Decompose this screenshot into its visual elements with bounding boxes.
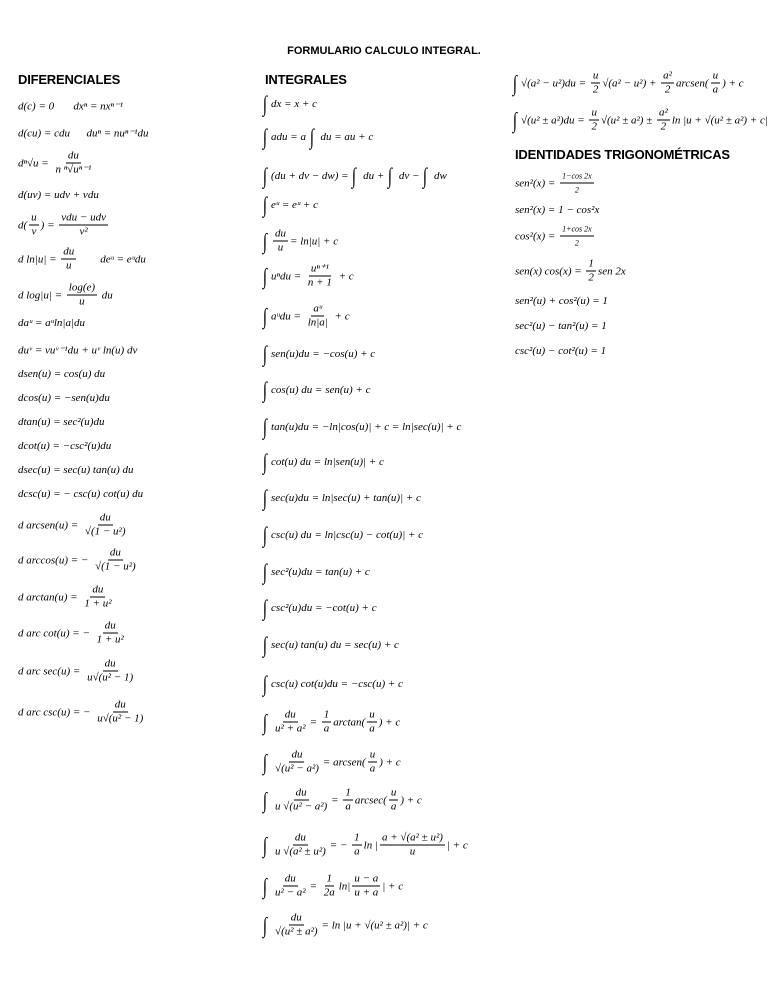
formula-diferenciales (18, 368, 105, 380)
fraction (711, 70, 721, 97)
formula-identidades (515, 295, 608, 307)
formula-text: csc(u) cot(u)du = −csc(u) + c (271, 678, 403, 690)
denominator: u (409, 845, 416, 858)
fraction (661, 70, 674, 97)
numerator: u (369, 708, 375, 721)
denominator: √(u² ± a²) (275, 925, 318, 938)
formula-integrales (262, 165, 447, 187)
numerator: 1 (345, 786, 351, 799)
formula-text: d(uv) = udv + vdu (18, 189, 99, 201)
fraction (85, 658, 135, 685)
formula-identidades (515, 258, 626, 285)
denominator: n + 1 (307, 276, 332, 289)
numerator: du (294, 831, 306, 844)
fraction (560, 223, 594, 250)
integral-sign: ∫ (262, 912, 268, 937)
integral-sign: ∫ (262, 377, 268, 402)
formula-text: d ln|u| = (18, 253, 60, 265)
formula-text: cot(u) du = ln|sen(u)| + c (271, 456, 384, 468)
fraction (273, 832, 328, 859)
formula-text: d arc csc(u) = − (18, 706, 94, 718)
fraction (306, 303, 330, 330)
numerator: du (114, 698, 126, 711)
formula-text: daᵘ = aᵘln|a|du (18, 317, 85, 329)
denominator: u (277, 241, 284, 254)
integral-sign: ∫ (262, 263, 268, 288)
numerator: du (99, 511, 111, 524)
fraction (273, 912, 320, 939)
formula-diferenciales (18, 189, 99, 201)
fraction (95, 620, 126, 647)
fraction (59, 212, 108, 239)
fraction (53, 150, 93, 177)
integral-sign: ∫ (262, 632, 268, 657)
formula-text: √(u² ± a²)du = (521, 114, 588, 126)
numerator: du (92, 583, 104, 596)
formula-text: csc²(u)du = −cot(u) + c (271, 602, 377, 614)
integral-sign: ∫ (309, 124, 314, 149)
formula-diferenciales (18, 488, 143, 500)
fraction (591, 70, 601, 97)
numerator: du (104, 657, 116, 670)
formula-text: dcot(u) = −csc²(u)du (18, 440, 112, 452)
formula-text: (du + dv − dw) = (271, 170, 352, 182)
fraction (352, 832, 362, 859)
integral-sign: ∫ (262, 124, 268, 149)
formula-identidades (515, 204, 599, 216)
denominator: u √(a² ± u²) (275, 845, 326, 858)
formula-text: | + c (382, 880, 404, 892)
formula-integrales (262, 487, 421, 509)
formula-text: aᵘdu = (271, 310, 304, 322)
formula-integrales (262, 749, 401, 776)
fraction (82, 584, 113, 611)
formula-text: dv − (396, 170, 423, 182)
numerator: du (109, 546, 121, 559)
integral-sign: ∫ (262, 522, 268, 547)
formula-text: ln| (338, 880, 351, 892)
heading-diferenciales: DIFERENCIALES (18, 72, 121, 87)
numerator: du (291, 748, 303, 761)
integral-sign: ∫ (262, 91, 268, 116)
numerator: du (295, 786, 307, 799)
formula-integrales (262, 263, 354, 290)
fraction (93, 547, 138, 574)
formula-diferenciales (18, 464, 134, 476)
numerator: a + √(a² ± u²) (381, 831, 443, 844)
formula-text: = arcsen( (322, 756, 366, 768)
denominator: 2 (591, 120, 597, 133)
numerator: du (63, 245, 75, 258)
fraction (389, 787, 399, 814)
formula-text: d arc sec(u) = (18, 665, 84, 677)
formula-text: sec²(u)du = tan(u) + c (271, 566, 370, 578)
denominator: 2 (660, 120, 667, 133)
formula-text: d(cu) = cdu duⁿ = nuⁿ⁻¹du (18, 127, 149, 140)
denominator: a (390, 800, 397, 813)
formula-text: sen²(x) = (515, 177, 559, 189)
denominator: 2a (323, 886, 335, 899)
numerator: a² (659, 106, 668, 119)
numerator: 1 (326, 872, 332, 885)
denominator: a (712, 83, 719, 96)
fraction (273, 709, 308, 736)
formula-integrales (262, 709, 400, 736)
fraction (589, 107, 599, 134)
formula-text: tan(u)du = −ln|cos(u)| + c = ln|sec(u)| + c (271, 421, 462, 433)
numerator: du (284, 872, 296, 885)
formula-diferenciales (18, 282, 113, 309)
formula-diferenciales (18, 212, 110, 239)
fraction (657, 107, 670, 134)
formula-text: duᵛ = vuᵛ⁻¹du + uᵛ ln(u) dv (18, 344, 138, 357)
formula-diferenciales (18, 547, 140, 574)
formula-integrales (262, 673, 403, 695)
numerator: du (290, 911, 302, 924)
formula-text: cos(u) du = sen(u) + c (271, 384, 371, 396)
numerator: u (31, 211, 37, 224)
denominator: u √(u² − a²) (275, 800, 328, 813)
integral-sign: ∫ (262, 595, 268, 620)
denominator: 1 + u² (84, 597, 112, 610)
formula-identidades (515, 320, 607, 332)
formula-integrales (262, 416, 461, 438)
formula-text: deᵘ = eᵘdu (78, 253, 146, 265)
integral-sign: ∫ (352, 163, 357, 188)
fraction (380, 832, 445, 859)
formula-text: ln | (363, 839, 378, 851)
formula-diferenciales (18, 440, 111, 452)
numerator: log(e) (68, 281, 96, 294)
integral-sign: ∫ (387, 163, 393, 188)
formula-text: √(u² ± a²) ± (600, 114, 655, 126)
denominator: a (345, 800, 351, 813)
denominator: u√(u² − 1) (97, 712, 144, 725)
formula-integrales (262, 228, 338, 255)
formula-integrales (262, 597, 377, 619)
formula-identidades (515, 170, 596, 197)
denominator: 2 (574, 185, 579, 195)
heading-integrales: INTEGRALES (265, 72, 347, 87)
denominator: n ⁿ√uⁿ⁻¹ (55, 163, 92, 176)
formula-text: √(a² − u²) + (602, 77, 660, 89)
integral-sign: ∫ (262, 787, 268, 812)
formula-text: = − (329, 839, 351, 851)
numerator: du (104, 619, 116, 632)
formula-text: d log|u| = (18, 289, 65, 301)
formula-text: + c (331, 310, 350, 322)
formula-text: sec²(u) − tan²(u) = 1 (515, 320, 607, 332)
integral-sign: ∫ (262, 749, 268, 774)
denominator: u² − a² (275, 886, 306, 899)
formula-integrales (262, 634, 399, 656)
formula-identidades (515, 223, 596, 250)
integral-sign: ∫ (423, 163, 428, 188)
integral-sign: ∫ (262, 485, 268, 510)
denominator: √(1 − u²) (95, 560, 136, 573)
formula-integrales (262, 832, 468, 859)
denominator: u + a (354, 886, 379, 899)
denominator: v (31, 225, 37, 238)
formula-text: d( (18, 219, 28, 231)
numerator: u (591, 106, 597, 119)
integral-sign: ∫ (262, 873, 268, 898)
denominator: 1 + u² (96, 633, 124, 646)
formula-text: dⁿ√u = (18, 157, 52, 169)
formula-text: sen(x) cos(x) = (515, 265, 585, 277)
formula-integrales (262, 561, 370, 583)
page-title (0, 45, 768, 57)
formula-text: √(a² − u²)du = (521, 77, 589, 89)
heading-identidades: IDENTIDADES TRIGONOMÉTRICAS (515, 147, 730, 162)
fraction (95, 699, 145, 726)
numerator: du (275, 227, 287, 240)
formula-integrales (262, 379, 371, 401)
formula-integrales (262, 451, 384, 473)
formula-text: ) + c (400, 794, 422, 806)
formula-diferenciales (18, 658, 137, 685)
formula-text: cos²(x) = (515, 230, 559, 242)
integral-sign: ∫ (262, 163, 268, 188)
formula-text: sen²(u) + cos²(u) = 1 (515, 295, 608, 307)
denominator: a (354, 845, 360, 858)
formula-text: arctan( (333, 716, 366, 728)
formula-text: dcos(u) = −sen(u)du (18, 392, 110, 404)
formula-integrales (262, 194, 318, 216)
numerator: 1−cos 2x (560, 170, 594, 184)
formula-text: ) + c (379, 756, 401, 768)
denominator: a (369, 722, 375, 735)
denominator: 2 (664, 83, 671, 96)
formula-text: eᵘ = eᵘ + c (271, 199, 318, 211)
denominator: √(u² − a²) (275, 762, 319, 775)
numerator: du (284, 708, 296, 721)
numerator: du (67, 149, 79, 162)
formula-text: sen(u)du = −cos(u) + c (271, 348, 376, 360)
integral-sign: ∫ (512, 70, 518, 95)
denominator: 2 (588, 271, 594, 284)
denominator: a (369, 762, 376, 775)
formula-identidades (515, 345, 606, 357)
formula-text: d arctan(u) = (18, 591, 81, 603)
formula-text: ) = (40, 219, 58, 231)
formula-text: dx = x + c (271, 98, 318, 110)
fraction (83, 512, 128, 539)
numerator: 1 (354, 831, 360, 844)
formula-text: = (331, 794, 342, 806)
formula-text: csc²(u) − cot²(u) = 1 (515, 345, 607, 357)
denominator: u (79, 295, 85, 308)
formula-integrales (262, 912, 428, 939)
denominator: 2 (592, 83, 599, 96)
numerator: u (369, 748, 376, 761)
formula-diferenciales (18, 150, 95, 177)
formula-text: = (309, 880, 320, 892)
formula-text: du + (360, 170, 388, 182)
title-text: FORMULARIO CALCULO INTEGRAL. (287, 45, 481, 57)
formula-integrales (262, 873, 403, 900)
integral-sign: ∫ (262, 303, 268, 328)
numerator: u (712, 69, 719, 82)
formula-diferenciales (18, 127, 148, 140)
formula-text: sen 2x (597, 265, 626, 277)
formula-diferenciales (18, 584, 116, 611)
formula-text: d arccos(u) = − (18, 554, 92, 566)
formula-integrales (262, 93, 317, 115)
integral-sign: ∫ (262, 671, 268, 696)
integral-sign: ∫ (262, 559, 268, 584)
fraction (273, 787, 329, 814)
formula-text: d arcsen(u) = (18, 519, 81, 531)
formula-extra (512, 107, 768, 134)
fraction (560, 170, 594, 197)
formula-text: ) + c (378, 716, 401, 728)
formula-extra (512, 70, 744, 97)
numerator: a² (663, 69, 672, 82)
formula-diferenciales (18, 100, 123, 113)
formula-text: = ln |u + √(u² ± a²)| + c (321, 919, 428, 931)
formula-diferenciales (18, 317, 85, 329)
formula-text: sec(u) tan(u) du = sec(u) + c (271, 639, 399, 651)
formula-diferenciales (18, 512, 130, 539)
numerator: vdu − udv (61, 211, 106, 224)
formula-integrales (262, 303, 350, 330)
numerator: aᵘ (313, 302, 323, 315)
formula-diferenciales (18, 699, 147, 726)
numerator: 1 (588, 257, 594, 270)
formula-diferenciales (18, 416, 104, 428)
formula-text: du (99, 289, 113, 301)
formula-text: sen²(x) = 1 − cos²x (515, 204, 600, 216)
formula-text: arcsec( (354, 794, 387, 806)
numerator: 1 (323, 708, 330, 721)
formula-text: du = au + c (317, 131, 374, 143)
formula-text: = ln|u| + c (290, 235, 339, 247)
formula-text: adu = a (271, 131, 309, 143)
fraction (61, 246, 76, 273)
formula-text: dsec(u) = sec(u) tan(u) du (18, 464, 134, 476)
formula-text: arcsen( (675, 77, 709, 89)
integral-sign: ∫ (262, 449, 268, 474)
formula-text: dw (431, 170, 447, 182)
formula-text: dtan(u) = sec²(u)du (18, 416, 105, 428)
formula-text: d arc cot(u) = − (18, 627, 93, 639)
numerator: u (390, 786, 397, 799)
formula-integrales (262, 787, 422, 814)
fraction (29, 212, 39, 239)
denominator: 2 (574, 238, 579, 248)
integral-sign: ∫ (262, 192, 268, 217)
integral-sign: ∫ (512, 107, 518, 132)
fraction (352, 873, 380, 900)
formula-text: ln |u + √(u² ± a²) + c| (671, 114, 768, 126)
denominator: v² (79, 225, 88, 238)
integral-sign: ∫ (262, 228, 268, 253)
denominator: u (66, 259, 72, 272)
formula-integrales (262, 524, 423, 546)
integral-sign: ∫ (262, 709, 268, 734)
integral-sign: ∫ (262, 832, 268, 857)
integral-sign: ∫ (262, 414, 268, 439)
fraction (343, 787, 353, 814)
numerator: u (592, 69, 599, 82)
denominator: a (323, 722, 330, 735)
formula-text: + c (335, 270, 354, 282)
fraction (67, 282, 97, 309)
formula-text: uⁿdu = (271, 270, 304, 282)
formula-text: sec(u)du = ln|sec(u) + tan(u)| + c (271, 492, 421, 504)
denominator: u² + a² (275, 722, 306, 735)
fraction (273, 228, 288, 255)
numerator: uⁿ⁺¹ (310, 262, 329, 275)
formula-text: dcsc(u) = − csc(u) cot(u) du (18, 488, 144, 500)
formula-diferenciales (18, 392, 110, 404)
formula-diferenciales (18, 620, 128, 647)
formula-text: dsen(u) = cos(u) du (18, 368, 106, 380)
formula-integrales (262, 126, 373, 148)
formula-diferenciales (18, 344, 137, 357)
fraction (273, 873, 308, 900)
formula-text: csc(u) du = ln|csc(u) − cot(u)| + c (271, 529, 424, 541)
formula-text: ) + c (722, 77, 744, 89)
fraction (368, 749, 378, 776)
fraction (322, 709, 332, 736)
formula-text: | + c (446, 839, 468, 851)
formula-text: d(c) = 0 dxⁿ = nxⁿ⁻¹ (18, 100, 124, 113)
fraction (273, 749, 321, 776)
fraction (306, 263, 334, 290)
numerator: u − a (354, 872, 379, 885)
numerator: 1+cos 2x (560, 223, 594, 237)
formula-diferenciales (18, 246, 146, 273)
denominator: ln|a| (307, 316, 328, 329)
formula-text: = (309, 716, 320, 728)
denominator: √(1 − u²) (84, 525, 126, 538)
fraction (586, 258, 596, 285)
formula-integrales (262, 343, 375, 365)
fraction (322, 873, 337, 900)
integral-sign: ∫ (262, 341, 268, 366)
denominator: u√(u² − 1) (87, 671, 134, 684)
fraction (367, 709, 377, 736)
